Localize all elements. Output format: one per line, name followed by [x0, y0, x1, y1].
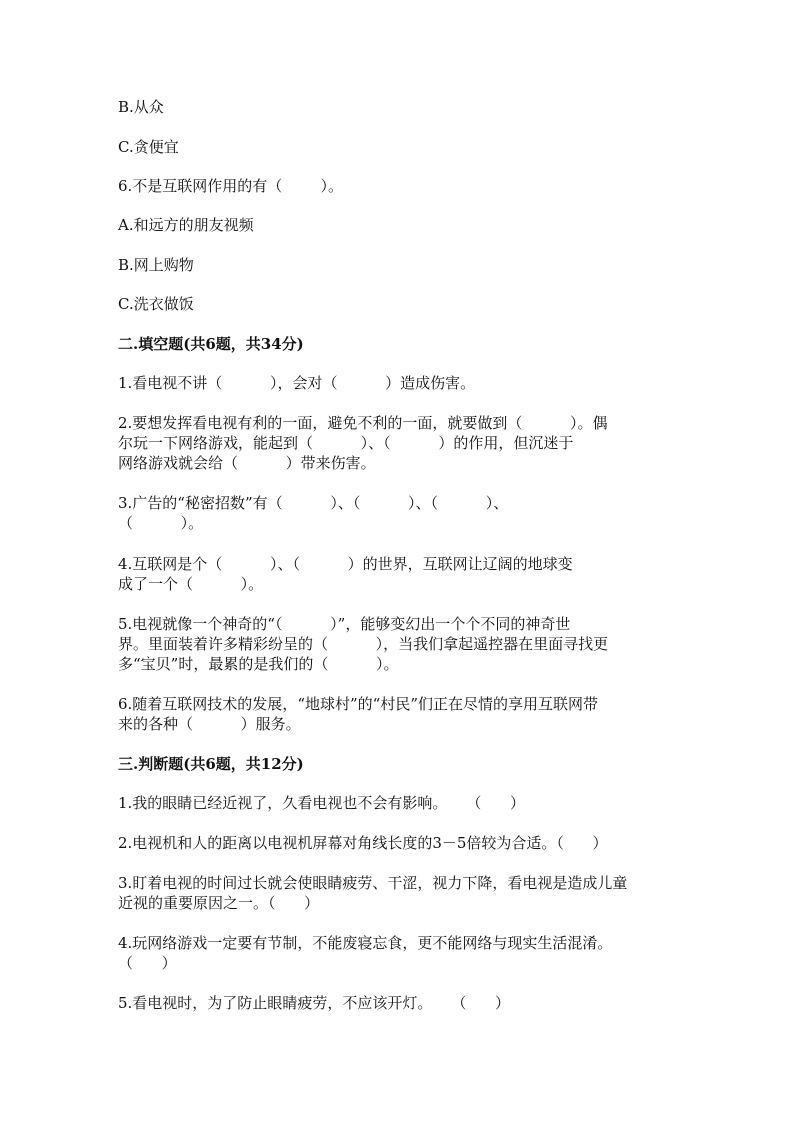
question-6-stem: 6.不是互联网作用的有（ ）。 [118, 177, 343, 195]
option-b-shopping: B.网上购物 [118, 256, 194, 274]
judge-question-2: 2.电视机和人的距离以电视机屏幕对角线长度的3－5倍较为合适。（ ） [118, 834, 608, 852]
fill-question-3-line-1: 3.广告的“秘密招数”有（ ）、（ ）、（ ）、 [118, 494, 509, 512]
fill-question-5-line-3: 多“宝贝”时，最累的是我们的（ ）。 [118, 655, 399, 673]
fill-question-4-line-1: 4.互联网是个（ ）、（ ）的世界，互联网让辽阔的地球变 [118, 555, 573, 573]
judge-question-1: 1.我的眼睛已经近视了，久看电视也不会有影响。 （ ） [118, 794, 525, 812]
option-a-video: A.和远方的朋友视频 [118, 216, 254, 234]
fill-question-2-line-2: 尔玩一下网络游戏，能起到（ ）、（ ）的作用，但沉迷于 [118, 434, 574, 452]
option-b-conformity: B.从众 [118, 98, 164, 116]
section-heading-true-false: 三.判断题(共6题，共12分) [118, 755, 304, 773]
fill-question-2-line-1: 2.要想发挥看电视有利的一面，避免不利的一面，就要做到（ ）。偶 [118, 414, 608, 432]
fill-question-3-line-2: （ ）。 [118, 514, 204, 532]
judge-question-4-line-1: 4.玩网络游戏一定要有节制，不能废寝忘食，更不能网络与现实生活混淆。 [118, 934, 613, 952]
judge-question-3-line-2: 近视的重要原因之一。（ ） [118, 894, 320, 912]
judge-question-4-line-2: （ ） [118, 954, 177, 972]
fill-question-1: 1.看电视不讲（ ），会对（ ）造成伤害。 [118, 374, 476, 392]
fill-question-5-line-1: 5.电视就像一个神奇的“（ ）”，能够变幻出一个个不同的神奇世 [118, 615, 571, 633]
fill-question-4-line-2: 成了一个（ ）。 [118, 575, 264, 593]
fill-question-5-line-2: 界。里面装着许多精彩纷呈的（ ），当我们拿起遥控器在里面寻找更 [118, 635, 609, 653]
judge-question-3-line-1: 3.盯着电视的时间过长就会使眼睛疲劳、干涩，视力下降，看电视是造成儿童 [118, 874, 628, 892]
fill-question-2-line-3: 网络游戏就会给（ ）带来伤害。 [118, 454, 376, 472]
option-c-bargain: C.贪便宜 [118, 138, 179, 156]
option-c-laundry: C.洗衣做饭 [118, 295, 194, 313]
fill-question-6-line-1: 6.随着互联网技术的发展，“地球村”的“村民”们正在尽情的享用互联网带 [118, 695, 598, 713]
fill-question-6-line-2: 来的各种（ ）服务。 [118, 715, 301, 733]
section-heading-fill-in: 二.填空题(共6题，共34分) [118, 335, 304, 353]
judge-question-5: 5.看电视时，为了防止眼睛疲劳，不应该开灯。 （ ） [118, 994, 510, 1012]
